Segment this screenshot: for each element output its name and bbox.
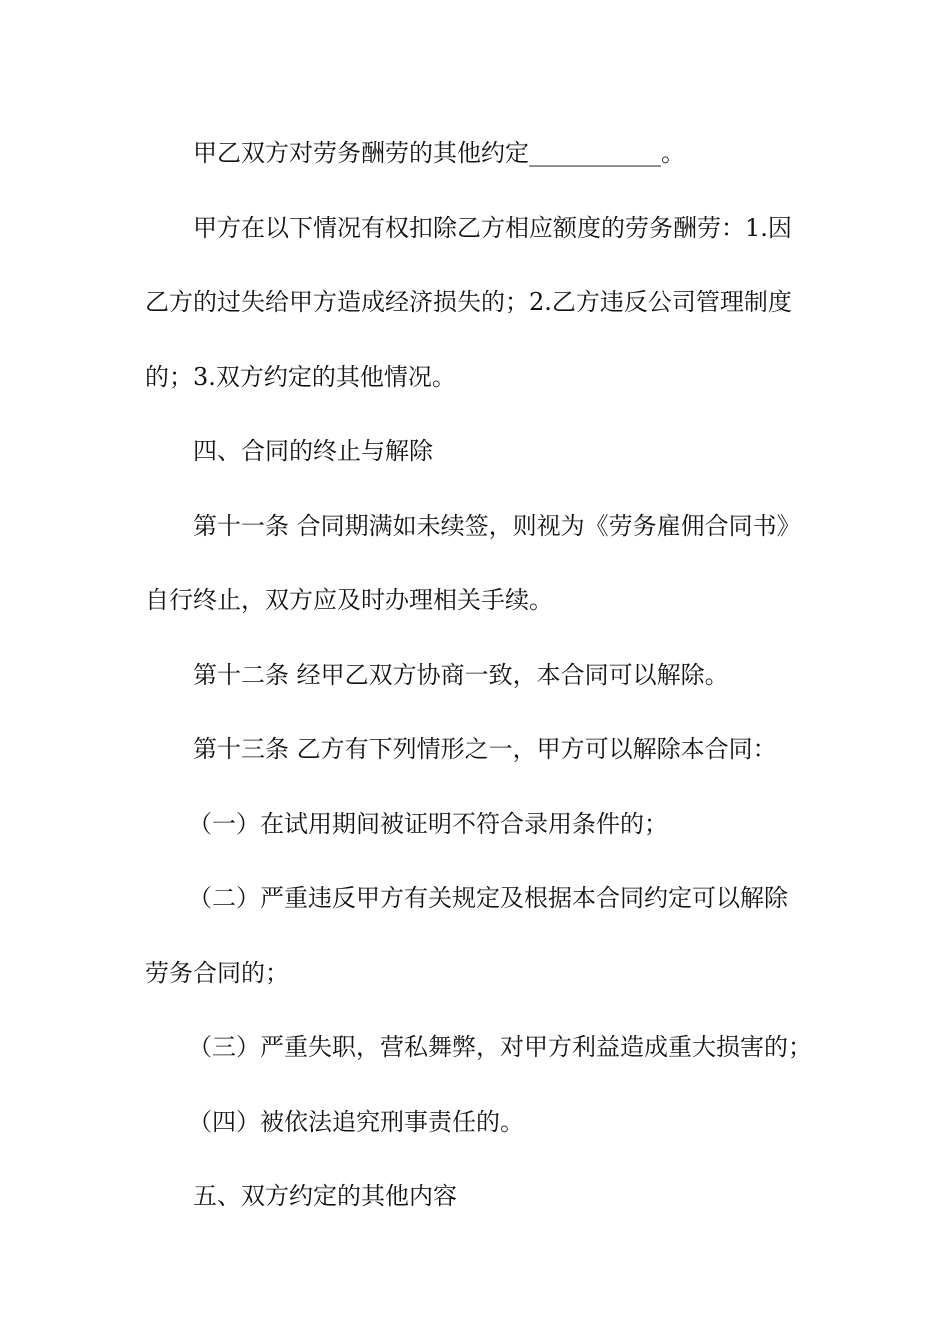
- list-item: （二）严重违反甲方有关规定及根据本合同约定可以解除: [188, 884, 788, 912]
- paragraph-line: 第十三条 乙方有下列情形之一，甲方可以解除本合同：: [193, 735, 777, 763]
- paragraph-line: 自行终止，双方应及时办理相关手续。: [145, 586, 553, 614]
- paragraph-line: 劳务合同的；: [145, 959, 289, 987]
- section-heading: 五、双方约定的其他内容: [193, 1182, 457, 1210]
- paragraph-line: 甲乙双方对劳务酬劳的其他约定___________。: [193, 139, 685, 167]
- list-item: （四）被依法追究刑事责任的。: [188, 1108, 524, 1136]
- paragraph-line: 第十一条 合同期满如未续签，则视为《劳务雇佣合同书》: [193, 512, 801, 540]
- list-item: （一）在试用期间被证明不符合录用条件的；: [188, 810, 668, 838]
- paragraph-line: 第十二条 经甲乙双方协商一致，本合同可以解除。: [193, 661, 729, 689]
- paragraph-line: 乙方的过失给甲方造成经济损失的；2.乙方违反公司管理制度: [145, 288, 792, 316]
- section-heading: 四、合同的终止与解除: [193, 437, 433, 465]
- paragraph-line: 甲方在以下情况有权扣除乙方相应额度的劳务酬劳：1.因: [193, 214, 792, 242]
- paragraph-line: 的；3.双方约定的其他情况。: [145, 363, 456, 391]
- list-item: （三）严重失职，营私舞弊，对甲方利益造成重大损害的；: [188, 1033, 812, 1061]
